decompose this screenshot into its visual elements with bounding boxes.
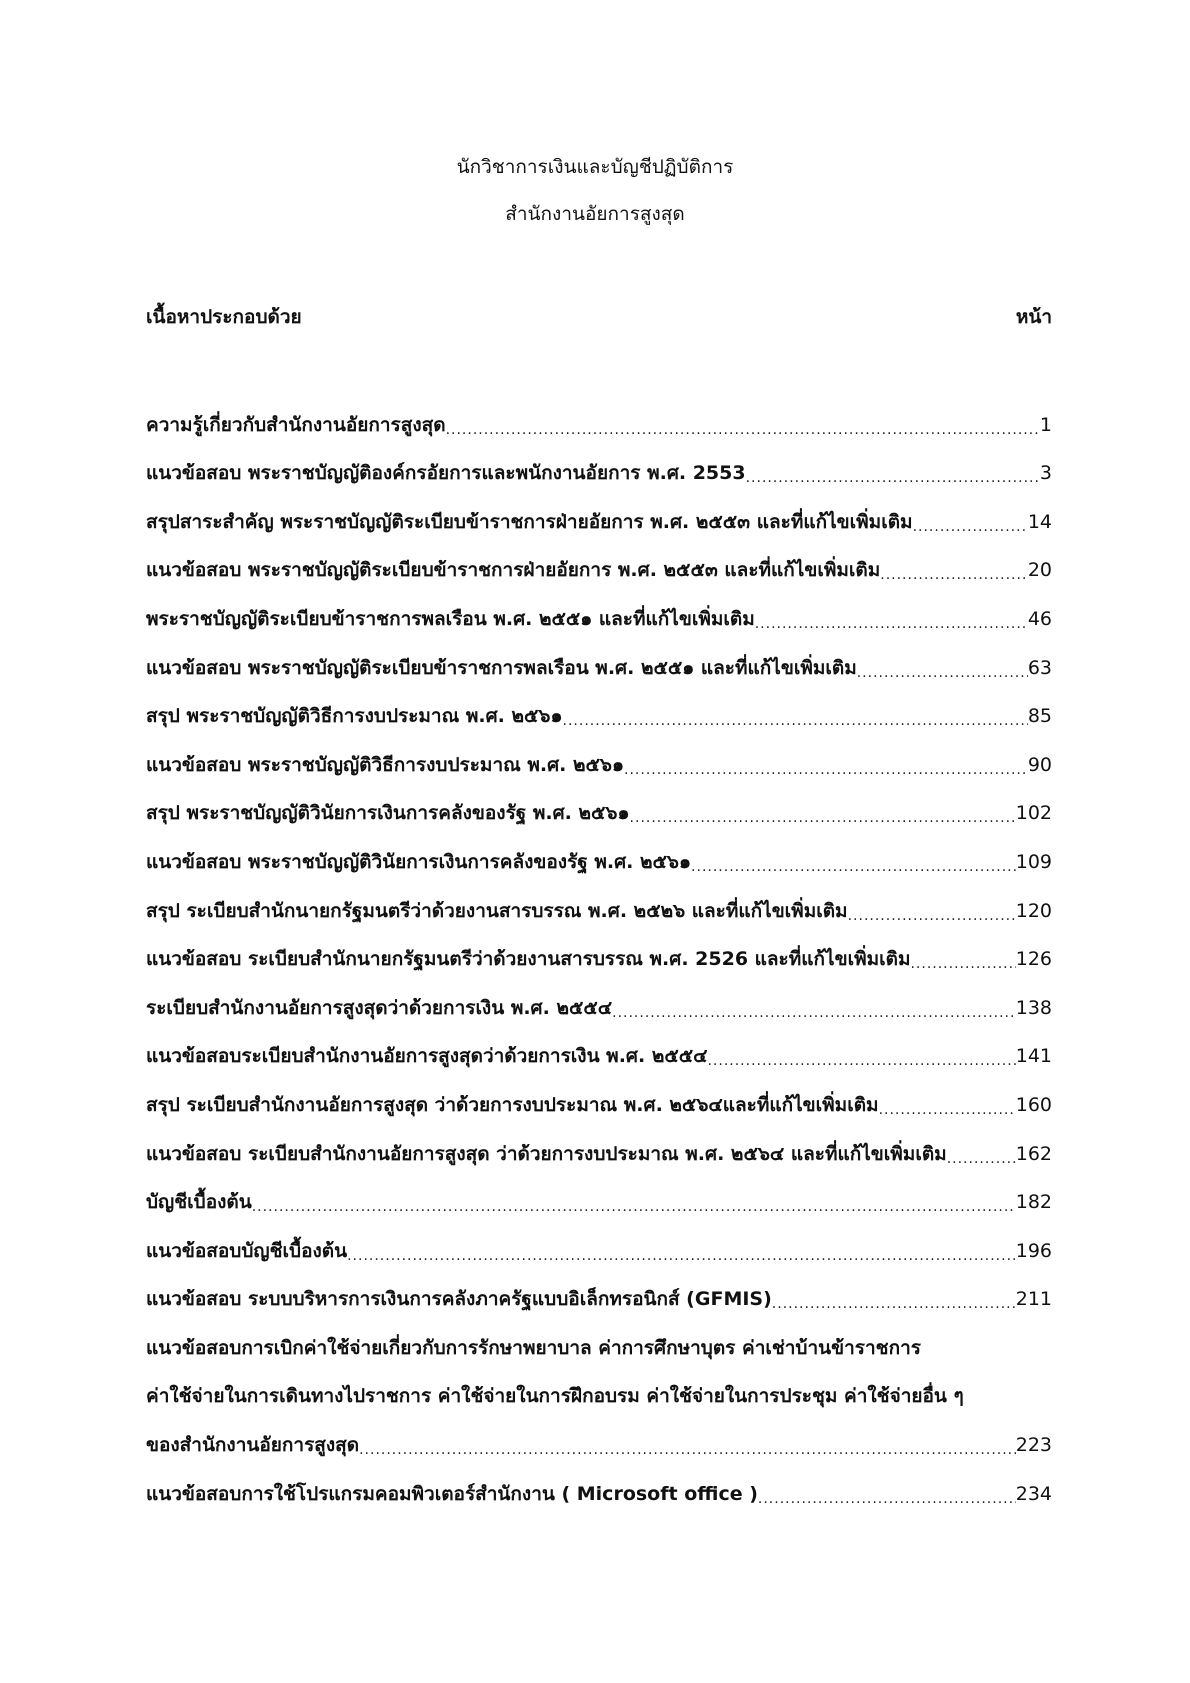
dot-leader: [359, 1442, 1016, 1464]
toc-entry-title: พระราชบัญญัติระเบียบข้าราชการพลเรือน พ.ศ. ๒๕๕๑ และที่แก้ไขเพิ่มเติม: [146, 607, 755, 630]
page-label: หน้า: [1015, 306, 1052, 328]
toc-entry-title: ค่าใช้จ่ายในการเดินทางไปราชการ ค่าใช้จ่ายในการฝึกอบรม ค่าใช้จ่ายในการประชุม ค่าใช้จ่ายอื่น ๆ: [146, 1385, 964, 1408]
toc-entry: [146, 395, 1052, 444]
toc-entry-page: 126: [1015, 948, 1052, 971]
toc-entry: [146, 784, 1052, 833]
toc-entry-page: 20: [1027, 559, 1052, 582]
toc-entry-page: 223: [1015, 1434, 1052, 1457]
dot-leader: [913, 519, 1028, 541]
toc-entry-title: ความรู้เกี่ยวกับสำนักงานอัยการสูงสุด: [146, 413, 446, 436]
toc-entry: [146, 1464, 1052, 1513]
toc-entry: [146, 1027, 1052, 1076]
document-title: นักวิชาการเงินและบัญชีปฏิบัติการ: [456, 156, 734, 178]
toc-entry: [146, 492, 1052, 541]
toc-entry-title: สรุป ระเบียบสำนักงานอัยการสูงสุด ว่าด้วยการงบประมาณ พ.ศ. ๒๕๖๔และที่แก้ไขเพิ่มเติม: [146, 1093, 879, 1116]
toc-entry: [146, 1270, 1052, 1319]
toc-entry: [146, 589, 1052, 638]
toc-entry-page: 141: [1015, 1045, 1052, 1068]
table-of-contents: [146, 395, 1052, 1513]
dot-leader: [707, 1053, 1015, 1075]
toc-entry-title: แนวข้อสอบ ระเบียบสำนักงานอัยการสูงสุด ว่าด้วยการงบประมาณ พ.ศ. ๒๕๖๔ และที่แก้ไขเพิ่มเติม: [146, 1142, 947, 1165]
toc-entry-title: แนวข้อสอบระเบียบสำนักงานอัยการสูงสุดว่าด้วยการเงิน พ.ศ. ๒๕๕๔: [146, 1045, 708, 1068]
toc-entry-title: แนวข้อสอบ พระราชบัญญัติวิธีการงบประมาณ พ.ศ. ๒๕๖๑: [146, 753, 625, 776]
toc-entry: [146, 541, 1052, 590]
dot-leader: [691, 859, 1016, 881]
toc-entry-page: 46: [1027, 607, 1052, 630]
toc-entry-title: แนวข้อสอบ ระบบบริหารการเงินการคลังภาครัฐแบบอิเล็กทรอนิกส์ (GFMIS): [146, 1288, 772, 1311]
dot-leader: [848, 908, 1016, 930]
dot-leader: [910, 956, 1015, 978]
toc-entry-page: 14: [1027, 510, 1052, 533]
toc-entry-title: สรุป พระราชบัญญัติวินัยการเงินการคลังของรัฐ พ.ศ. ๒๕๖๑: [146, 802, 630, 825]
toc-entry-title: แนวข้อสอบ พระราชบัญญัติระเบียบข้าราชการพลเรือน พ.ศ. ๒๕๕๑ และที่แก้ไขเพิ่มเติม: [146, 656, 857, 679]
toc-entry-page: 109: [1015, 850, 1052, 873]
dot-leader: [347, 1248, 1016, 1270]
toc-entry-page: 234: [1015, 1482, 1052, 1505]
dot-leader: [758, 1491, 1016, 1513]
toc-entry-page: 102: [1015, 802, 1052, 825]
toc-entry: [146, 881, 1052, 930]
document-subtitle: สำนักงานอัยการสูงสุด: [505, 203, 685, 225]
toc-entry-page: 63: [1027, 656, 1052, 679]
dot-leader: [630, 810, 1016, 832]
toc-entry-page: 196: [1015, 1239, 1052, 1262]
dot-leader: [746, 470, 1040, 492]
dot-leader: [612, 1005, 1016, 1027]
dot-leader: [857, 665, 1028, 687]
toc-entry-page: 211: [1015, 1288, 1052, 1311]
toc-entry: [146, 1221, 1052, 1270]
toc-entry-page: 120: [1015, 899, 1052, 922]
toc-entry-title: สรุปสาระสำคัญ พระราชบัญญัติระเบียบข้าราชการฝ่ายอัยการ พ.ศ. ๒๕๕๓ และที่แก้ไขเพิ่มเติม: [146, 510, 913, 533]
toc-entry: [146, 638, 1052, 687]
dot-leader: [252, 1199, 1016, 1221]
toc-entry: [146, 930, 1052, 979]
toc-entry-page: 162: [1015, 1142, 1052, 1165]
toc-entry-title: แนวข้อสอบการเบิกค่าใช้จ่ายเกี่ยวกับการรักษาพยาบาล ค่าการศึกษาบุตร ค่าเช่าบ้านข้าราชการ: [146, 1336, 921, 1359]
toc-entry-title: สรุป ระเบียบสำนักนายกรัฐมนตรีว่าด้วยงานสารบรรณ พ.ศ. ๒๕๒๖ และที่แก้ไขเพิ่มเติม: [146, 899, 848, 922]
dot-leader: [624, 762, 1028, 784]
dot-leader: [947, 1151, 1016, 1173]
toc-entry: [146, 1415, 1052, 1464]
toc-entry: [146, 832, 1052, 881]
toc-entry-page: 160: [1015, 1093, 1052, 1116]
toc-entry-title: บัญชีเบื้องต้น: [146, 1191, 252, 1214]
toc-entry-page: 3: [1039, 462, 1052, 485]
toc-entry-page: 90: [1027, 753, 1052, 776]
toc-entry: [146, 735, 1052, 784]
toc-entry: [146, 687, 1052, 736]
toc-entry-title: แนวข้อสอบการใช้โปรแกรมคอมพิวเตอร์สำนักงาน ( Microsoft office ): [146, 1482, 758, 1505]
toc-entry: [146, 1173, 1052, 1222]
dot-leader: [755, 616, 1028, 638]
toc-entry-title: แนวข้อสอบ พระราชบัญญัติวินัยการเงินการคลังของรัฐ พ.ศ. ๒๕๖๑: [146, 850, 692, 873]
toc-entry-title: แนวข้อสอบ พระราชบัญญัติระเบียบข้าราชการฝ่ายอัยการ พ.ศ. ๒๕๕๓ และที่แก้ไขเพิ่มเติม: [146, 559, 881, 582]
toc-entry-title: ระเบียบสำนักงานอัยการสูงสุดว่าด้วยการเงิน พ.ศ. ๒๕๕๔: [146, 996, 613, 1019]
toc-entry-page: 182: [1015, 1191, 1052, 1214]
toc-entry-title: สรุป พระราชบัญญัติวิธีการงบประมาณ พ.ศ. ๒๕๖๑: [146, 705, 563, 728]
toc-entry-page: 1: [1039, 413, 1052, 436]
toc-entry: [146, 1075, 1052, 1124]
toc-entry: [146, 1318, 1052, 1367]
dot-leader: [880, 567, 1028, 589]
toc-entry: [146, 444, 1052, 493]
toc-entry-title: แนวข้อสอบ ระเบียบสำนักนายกรัฐมนตรีว่าด้วยงานสารบรรณ พ.ศ. 2526 และที่แก้ไขเพิ่มเติม: [146, 948, 911, 971]
toc-header: [146, 302, 1052, 332]
dot-leader: [879, 1102, 1016, 1124]
dot-leader: [772, 1296, 1016, 1318]
toc-entry-page: 138: [1015, 996, 1052, 1019]
toc-entry-page: 85: [1027, 705, 1052, 728]
dot-leader: [446, 422, 1040, 444]
contents-label: เนื้อหาประกอบด้วย: [146, 306, 302, 328]
dot-leader: [563, 713, 1028, 735]
toc-entry: [146, 1124, 1052, 1173]
toc-entry-title: แนวข้อสอบบัญชีเบื้องต้น: [146, 1239, 348, 1262]
toc-entry: [146, 1367, 1052, 1416]
toc-entry: [146, 978, 1052, 1027]
toc-entry-title: แนวข้อสอบ พระราชบัญญัติองค์กรอัยการและพนักงานอัยการ พ.ศ. 2553: [146, 462, 746, 485]
toc-entry-title: ของสำนักงานอัยการสูงสุด: [146, 1434, 360, 1457]
